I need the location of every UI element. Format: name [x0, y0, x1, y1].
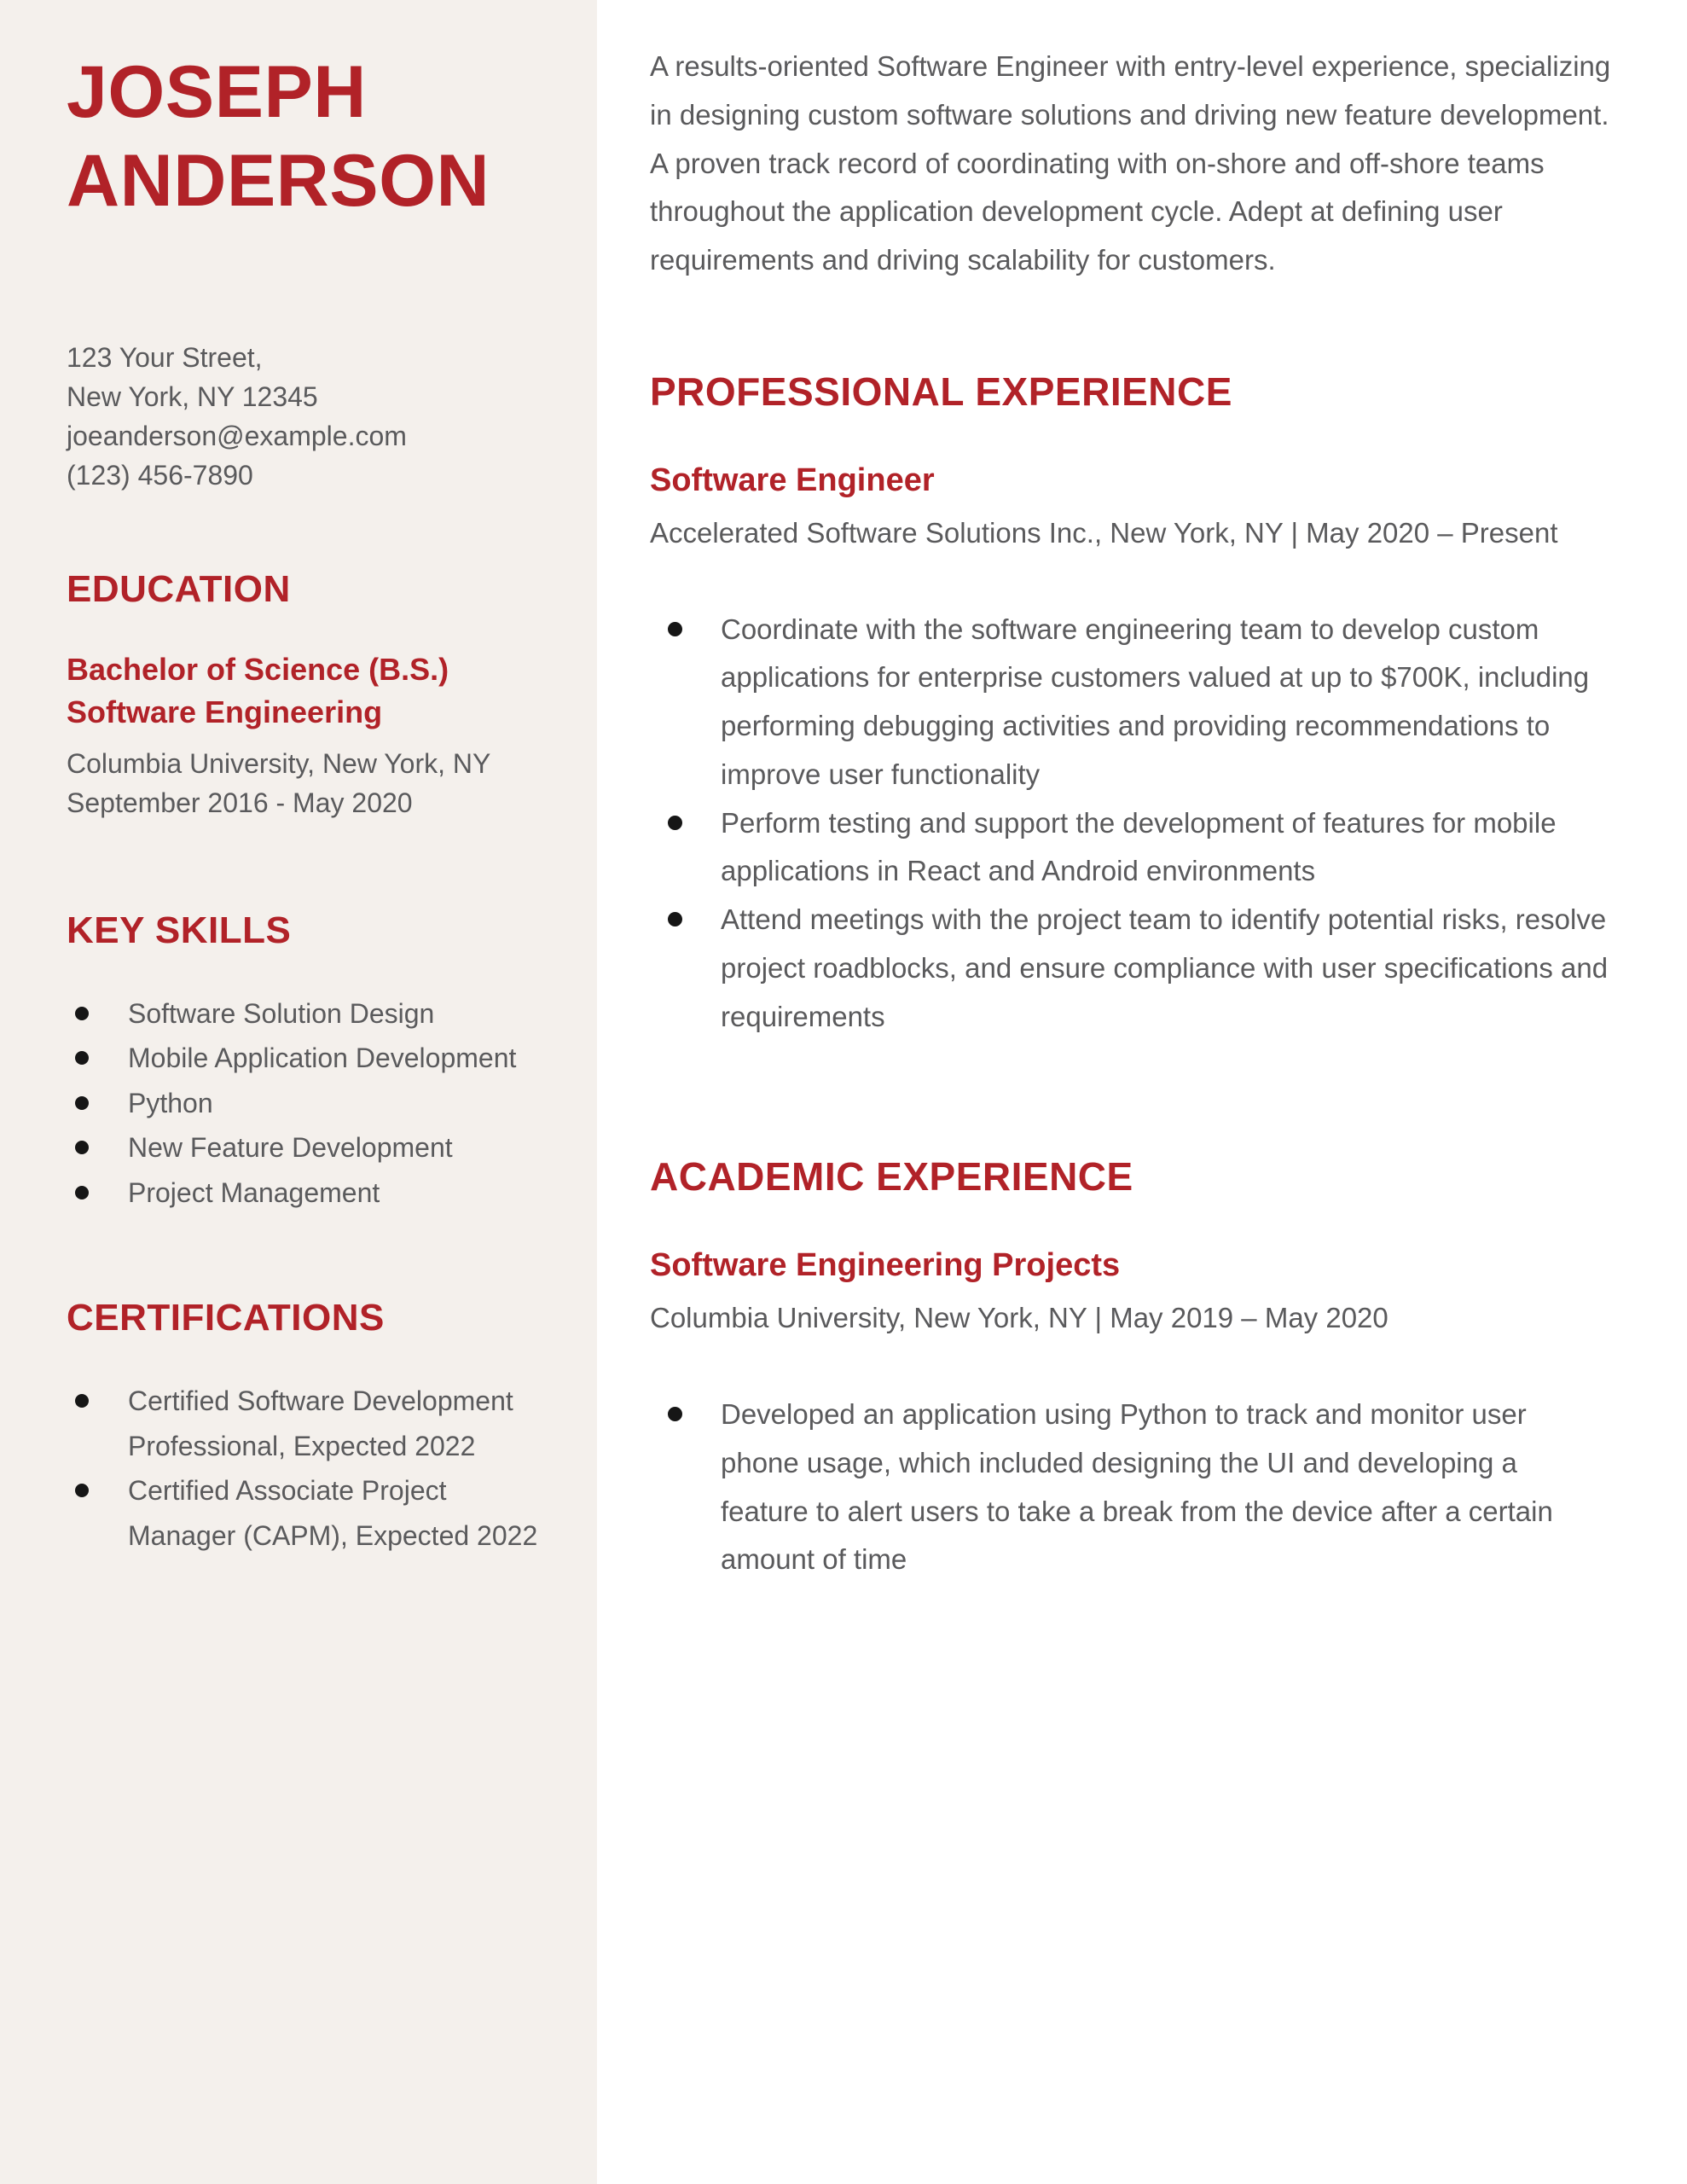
skill-item: New Feature Development: [67, 1125, 548, 1170]
project-title: Software Engineering Projects: [650, 1247, 1121, 1284]
skill-item: Software Solution Design: [67, 991, 548, 1036]
education-dates: September 2016 - May 2020: [67, 787, 413, 818]
skill-item: Project Management: [67, 1170, 548, 1215]
education-degree-line2: Software Engineering: [67, 694, 383, 730]
org-line: Columbia University, New York, NY | May 2019 – May 2020: [650, 1302, 1388, 1334]
sidebar: [0, 0, 597, 2184]
certifications-list: [67, 1379, 548, 1558]
candidate-name-line2: ANDERSON: [67, 140, 490, 223]
professional-experience-heading: PROFESSIONAL EXPERIENCE: [650, 369, 1232, 414]
contact-phone: (123) 456-7890: [67, 460, 253, 491]
skill-item: Python: [67, 1081, 548, 1125]
certification-item: Certified Software Development Professional, Expected 2022: [67, 1379, 548, 1468]
certifications-heading: CERTIFICATIONS: [67, 1297, 385, 1339]
education-degree-line1: Bachelor of Science (B.S.): [67, 652, 449, 688]
professional-experience-bullets: [650, 606, 1612, 1042]
education-school: Columbia University, New York, NY: [67, 747, 491, 779]
academic-bullet: Developed an application using Python to track and monitor user phone usage, which included designing the UI and developing a feature to alert users to take a break from the device after a certain amount of time: [650, 1391, 1612, 1584]
experience-bullet: Perform testing and support the development of features for mobile applications in React and Android environments: [650, 799, 1612, 897]
summary-paragraph: A results-oriented Software Engineer with entry-level experience, specializing in designing custom software solutions and driving new feature development. A proven track record of coordinating with on-shore and off-shore teams throughout the application development cycle. Adept at defining user requirements and driving scalability for customers.: [650, 50, 1611, 276]
main-column: [597, 0, 1687, 2184]
key-skills-heading: KEY SKILLS: [67, 909, 292, 951]
education-meta: [67, 744, 548, 822]
contact-email: joeanderson@example.com: [67, 421, 407, 452]
experience-bullet: Attend meetings with the project team to identify potential risks, resolve project roadblocks, and ensure compliance with user specifications and requirements: [650, 896, 1612, 1041]
education-degree: [67, 648, 548, 733]
experience-bullet: Coordinate with the software engineering team to develop custom applications for enterprise customers valued at up to $700K, including performing debugging activities and providing recommendations to improve user functionality: [650, 606, 1612, 799]
job-title: Software Engineer: [650, 462, 935, 498]
skill-item: Mobile Application Development: [67, 1036, 548, 1080]
candidate-name: [67, 48, 548, 225]
key-skills-list: [67, 991, 548, 1215]
academic-experience-bullets: [650, 1391, 1612, 1584]
certification-item: Certified Associate Project Manager (CAPM), Expected 2022: [67, 1468, 548, 1558]
contact-street: 123 Your Street,: [67, 342, 263, 374]
candidate-name-line1: JOSEPH: [67, 51, 367, 133]
academic-experience-heading: ACADEMIC EXPERIENCE: [650, 1154, 1133, 1199]
contact-city: New York, NY 12345: [67, 381, 318, 413]
education-heading: EDUCATION: [67, 568, 291, 611]
contact-block: [67, 338, 548, 495]
company-line: Accelerated Software Solutions Inc., New York, NY | May 2020 – Present: [650, 516, 1558, 549]
